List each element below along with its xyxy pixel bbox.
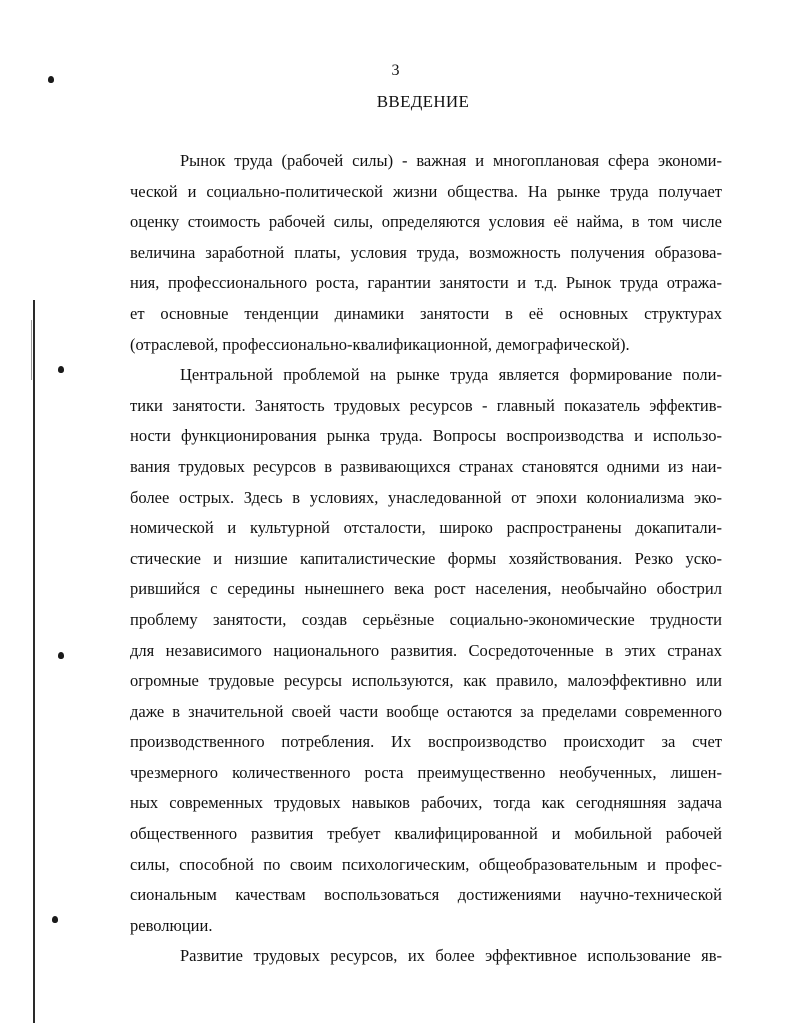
text-line: силы, способной по своим психологическим, общеобразовательным и профес- <box>130 854 722 874</box>
body-text <box>130 146 722 972</box>
text-line: для независимого национального развития. Сосредоточенные в этих странах <box>130 640 722 660</box>
page-title: ВВЕДЕНИЕ <box>376 92 470 111</box>
text-line: даже в значительной своей части вообще остаются за пределами современного <box>130 701 722 721</box>
text-line: огромные трудовые ресурсы используются, как правило, малоэффективно или <box>130 671 722 691</box>
text-line: ния, профессионального роста, гарантии занятости и т.д. Рынок труда отража- <box>130 273 722 293</box>
text-line: чрезмерного количественного роста преимущественно необученных, лишен- <box>130 762 722 782</box>
punch-hole-mark <box>58 366 64 373</box>
text-line: производственного потребления. Их воспроизводство происходит за счет <box>130 732 722 752</box>
text-line: номической и культурной отсталости, широко распространены докапитали- <box>130 518 722 538</box>
page-number: 3 <box>391 62 400 79</box>
text-line: Центральной проблемой на рынке труда является формирование поли- <box>180 365 722 385</box>
text-line: Развитие трудовых ресурсов, их более эффективное использование яв- <box>180 946 722 966</box>
paragraph-2 <box>130 360 722 941</box>
text-line: величина заработной платы, условия труда, возможность получения образова- <box>130 242 722 262</box>
text-line: тики занятости. Занятость трудовых ресурсов - главный показатель эффектив- <box>130 395 722 415</box>
scan-binding-edge-faint <box>31 320 32 380</box>
punch-hole-mark <box>58 652 64 659</box>
paragraph-3 <box>130 941 722 972</box>
paragraph-1 <box>130 146 722 360</box>
text-line: рившийся с середины нынешнего века рост населения, необычайно обострил <box>130 579 722 599</box>
punch-hole-mark <box>52 916 58 923</box>
text-line: вания трудовых ресурсов в развивающихся странах становятся одними из наи- <box>130 456 722 476</box>
text-line: ных современных трудовых навыков рабочих, тогда как сегодняшняя задача <box>130 793 722 813</box>
text-line: ности функционирования рынка труда. Вопросы воспроизводства и использо- <box>130 426 722 446</box>
text-line: стические и низшие капиталистические формы хозяйствования. Резко уско- <box>130 548 722 568</box>
text-line: ческой и социально-политической жизни общества. На рынке труда получает <box>130 181 722 201</box>
text-line: Рынок труда (рабочей силы) - важная и многоплановая сфера экономи- <box>180 151 722 170</box>
text-line: более острых. Здесь в условиях, унаследованной от эпохи колониализма эко- <box>130 487 722 507</box>
text-line: проблему занятости, создав серьёзные социально-экономические трудности <box>130 609 722 629</box>
text-line: ет основные тенденции динамики занятости в её основных структурах <box>130 303 722 323</box>
text-line: общественного развития требует квалифицированной и мобильной рабочей <box>130 824 722 844</box>
text-line: (отраслевой, профессионально-квалификационной, демографической). <box>130 334 630 354</box>
scan-binding-edge <box>33 300 35 1023</box>
text-line: революции. <box>130 915 213 935</box>
text-line: оценку стоимость рабочей силы, определяются условия её найма, в том числе <box>130 212 722 232</box>
text-line: сиональным качествам воспользоваться достижениями научно-технической <box>130 885 722 905</box>
